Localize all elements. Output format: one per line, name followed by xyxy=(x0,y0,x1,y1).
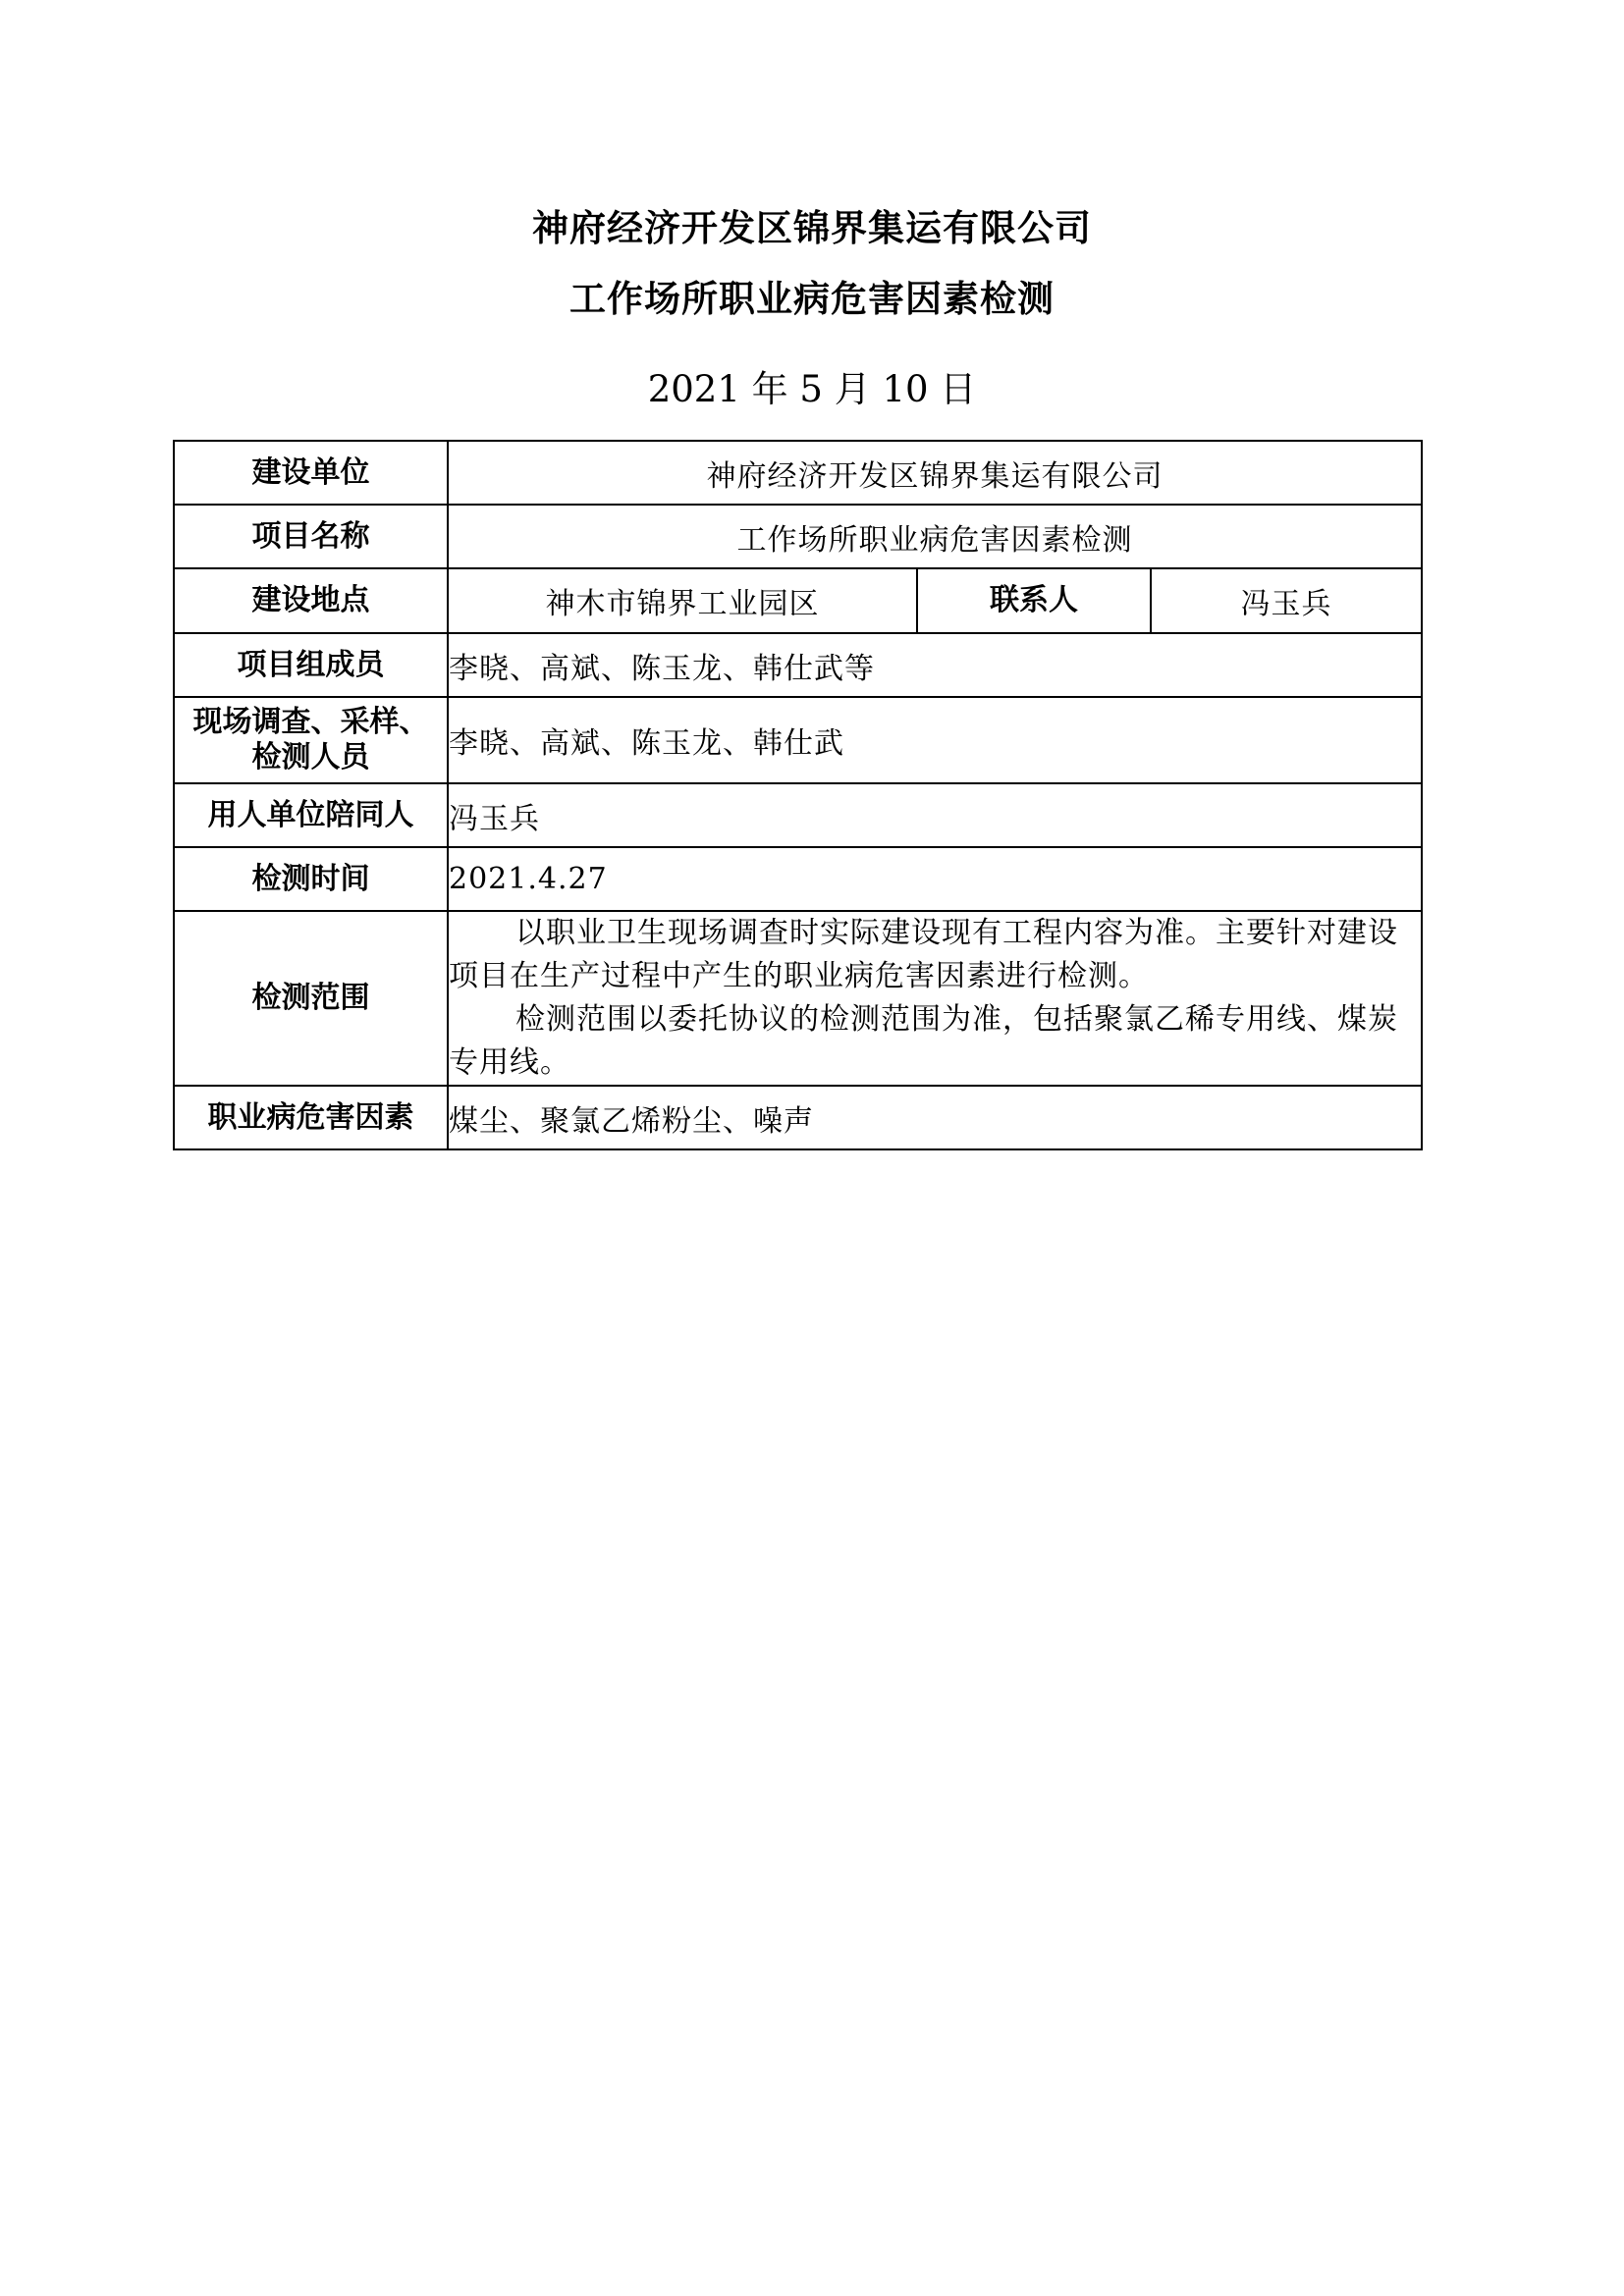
document-title-company: 神府经济开发区锦界集运有限公司 xyxy=(532,207,1092,249)
value-hazard-factors: 煤尘、聚氯乙烯粉尘、噪声 xyxy=(448,1086,1422,1149)
table-row-employer-escort xyxy=(174,783,1422,847)
label-field-staff-line-2: 检测人员 xyxy=(251,740,370,774)
value-field-staff: 李晓、高斌、陈玉龙、韩仕武 xyxy=(448,697,1422,783)
table-row-project-name xyxy=(174,505,1422,568)
test-scope-paragraph-2: 检测范围以委托协议的检测范围为准，包括聚氯乙稀专用线、煤炭专用线。 xyxy=(449,1002,1398,1080)
table-row-hazard-factors xyxy=(174,1086,1422,1149)
label-test-time: 检测时间 xyxy=(174,847,448,911)
label-field-staff xyxy=(174,697,448,783)
value-test-time: 2021.4.27 xyxy=(448,847,1422,911)
label-project-members: 项目组成员 xyxy=(174,633,448,697)
table-row-test-scope xyxy=(174,911,1422,1086)
label-test-scope: 检测范围 xyxy=(174,911,448,1086)
table-row-test-time xyxy=(174,847,1422,911)
label-construction-unit: 建设单位 xyxy=(174,441,448,505)
table-row-construction-unit xyxy=(174,441,1422,505)
label-hazard-factors: 职业病危害因素 xyxy=(174,1086,448,1149)
label-construction-site: 建设地点 xyxy=(174,568,448,633)
value-construction-site: 神木市锦界工业园区 xyxy=(448,568,917,633)
value-project-name: 工作场所职业病危害因素检测 xyxy=(448,505,1422,568)
value-construction-unit: 神府经济开发区锦界集运有限公司 xyxy=(448,441,1422,505)
report-date: 2021 年 5 月 10 日 xyxy=(647,368,977,410)
table-row-field-staff xyxy=(174,697,1422,783)
label-employer-escort: 用人单位陪同人 xyxy=(174,783,448,847)
table-row-construction-site xyxy=(174,568,1422,633)
label-contact-person: 联系人 xyxy=(917,568,1151,633)
value-test-scope xyxy=(448,911,1422,1086)
label-project-name: 项目名称 xyxy=(174,505,448,568)
test-scope-paragraph-1: 以职业卫生现场调查时实际建设现有工程内容为准。主要针对建设项目在生产过程中产生的职业病危害因素进行检测。 xyxy=(449,916,1398,993)
table-row-project-members xyxy=(174,633,1422,697)
label-field-staff-line-1: 现场调查、采样、 xyxy=(192,705,429,739)
value-employer-escort: 冯玉兵 xyxy=(448,783,1422,847)
value-project-members: 李晓、高斌、陈玉龙、韩仕武等 xyxy=(448,633,1422,697)
document-title-subject: 工作场所职业病危害因素检测 xyxy=(569,278,1055,320)
value-contact-person: 冯玉兵 xyxy=(1151,568,1422,633)
project-info-table xyxy=(173,440,1423,1150)
